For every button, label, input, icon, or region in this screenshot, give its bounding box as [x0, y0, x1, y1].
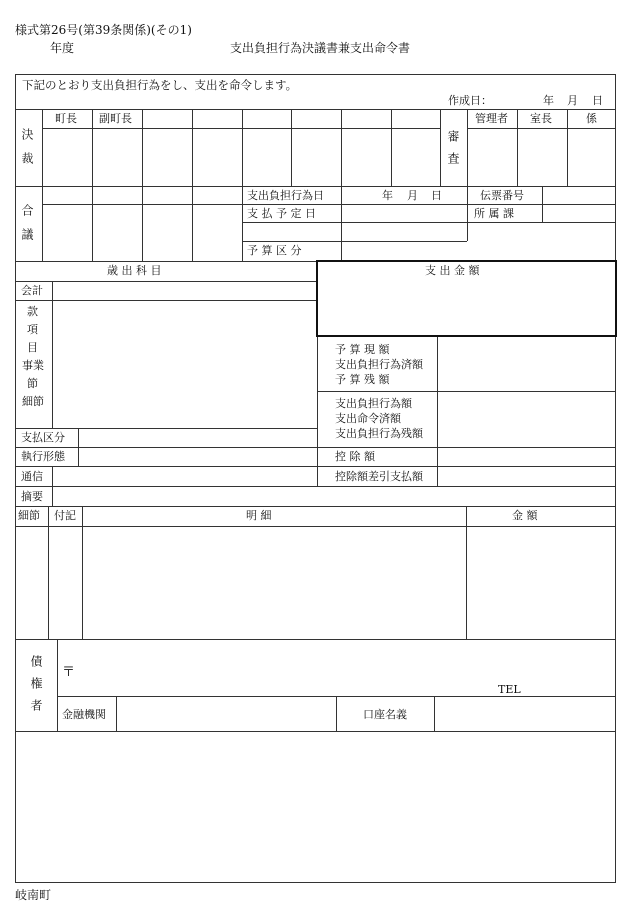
budget-current-label: 予 算 現 額 — [335, 343, 390, 356]
created-date-label: 作成日： — [448, 94, 492, 107]
budget-committed-label: 支出負担行為済額 — [335, 358, 423, 371]
rule — [15, 300, 317, 301]
item-project-label: 事業 — [22, 359, 44, 372]
rule — [52, 281, 53, 428]
commitment-year-label: 年 — [382, 189, 393, 202]
creditor-label: 債権者 — [29, 655, 43, 721]
rule — [42, 128, 440, 129]
rule — [15, 466, 616, 467]
rule — [48, 506, 49, 639]
form-number: 様式第26号(第39条関係)(その1) — [15, 23, 192, 37]
rule — [542, 186, 543, 222]
rule — [15, 281, 317, 282]
net-payment-label: 控除額差引支払額 — [335, 470, 423, 483]
payment-ordered-label: 支出命令済額 — [335, 412, 401, 425]
decision-label: 決裁 — [20, 128, 34, 176]
detail-amount-header: 金 額 — [512, 509, 538, 522]
review-label: 審査 — [446, 130, 460, 174]
rule — [517, 109, 518, 186]
rule — [15, 447, 616, 448]
rule — [142, 109, 143, 261]
deduction-label: 控 除 額 — [335, 450, 375, 463]
rule — [291, 109, 292, 186]
item-setsu-label: 節 — [27, 377, 38, 390]
department-label: 所 属 課 — [474, 207, 514, 220]
section-chief-label: 室長 — [530, 112, 552, 125]
commitment-remaining-label: 支出負担行為残額 — [335, 427, 423, 440]
document-title: 支出負担行為決議書兼支出命令書 — [230, 41, 411, 55]
summary-label: 摘要 — [21, 490, 43, 503]
rule — [15, 506, 616, 507]
postal-mark: 〒 — [62, 665, 76, 680]
fiscal-year-label: 年度 — [50, 41, 75, 55]
rule — [467, 109, 468, 241]
mayor-label: 町長 — [55, 112, 77, 125]
created-day-label: 日 — [592, 94, 603, 107]
rule — [15, 486, 616, 487]
rule — [317, 391, 616, 392]
voucher-number-label: 伝票番号 — [480, 189, 524, 202]
commitment-day-label: 日 — [431, 189, 442, 202]
rule — [391, 109, 392, 186]
staff-label: 係 — [586, 112, 597, 125]
rule — [336, 696, 337, 731]
rule — [341, 109, 342, 261]
rule — [440, 109, 441, 186]
rule — [78, 428, 79, 447]
commitment-month-label: 月 — [407, 189, 418, 202]
item-moku-label: 目 — [27, 341, 38, 354]
rule — [15, 639, 616, 640]
expenditure-items-header: 歳 出 科 目 — [107, 264, 162, 277]
rule — [466, 506, 467, 639]
rule — [242, 241, 467, 242]
scheduled-payment-date-label: 支 払 予 定 日 — [247, 207, 316, 220]
rule — [82, 506, 83, 639]
execution-form-label: 執行形態 — [21, 450, 65, 463]
detail-sub-item-header: 細節 — [18, 509, 40, 522]
rule — [467, 128, 616, 129]
item-kan-label: 款 — [27, 305, 38, 318]
commitment-amount-label: 支出負担行為額 — [335, 397, 412, 410]
account-label: 会計 — [21, 284, 43, 297]
rule — [42, 204, 616, 205]
bank-label: 金融機関 — [62, 708, 106, 721]
created-month-label: 月 — [567, 94, 578, 107]
vice-mayor-label: 副町長 — [99, 112, 132, 125]
rule — [437, 336, 438, 486]
tel-label: TEL — [498, 683, 521, 696]
rule — [567, 109, 568, 186]
manager-label: 管理者 — [475, 112, 508, 125]
rule — [15, 731, 616, 732]
municipality-name: 岐南町 — [15, 888, 52, 902]
rule — [78, 447, 79, 466]
intro-statement: 下記のとおり支出負担行為をし、支出を命令します。 — [22, 78, 298, 92]
rule — [242, 222, 616, 223]
rule — [52, 466, 53, 506]
rule — [242, 109, 243, 261]
rule — [92, 109, 93, 261]
commitment-date-label: 支出負担行為日 — [247, 189, 324, 202]
rule — [42, 109, 43, 261]
rule — [15, 109, 616, 110]
created-year-label: 年 — [543, 94, 554, 107]
consultation-label: 合議 — [20, 204, 34, 252]
rule — [15, 526, 616, 527]
item-kou-label: 項 — [27, 323, 38, 336]
budget-remaining-label: 予 算 残 額 — [335, 373, 390, 386]
rule — [434, 696, 435, 731]
rule — [116, 696, 117, 731]
communication-label: 通信 — [21, 470, 43, 483]
rule — [57, 639, 58, 731]
rule — [15, 428, 317, 429]
budget-category-label: 予 算 区 分 — [247, 244, 302, 257]
account-name-label: 口座名義 — [363, 708, 407, 721]
item-sub-setsu-label: 細節 — [22, 395, 44, 408]
expenditure-amount-header: 支 出 金 額 — [425, 264, 480, 277]
detail-note-header: 付記 — [54, 509, 76, 522]
payment-category-label: 支払区分 — [21, 431, 65, 444]
detail-details-header: 明 細 — [246, 509, 272, 522]
rule — [15, 186, 616, 187]
rule — [192, 109, 193, 261]
